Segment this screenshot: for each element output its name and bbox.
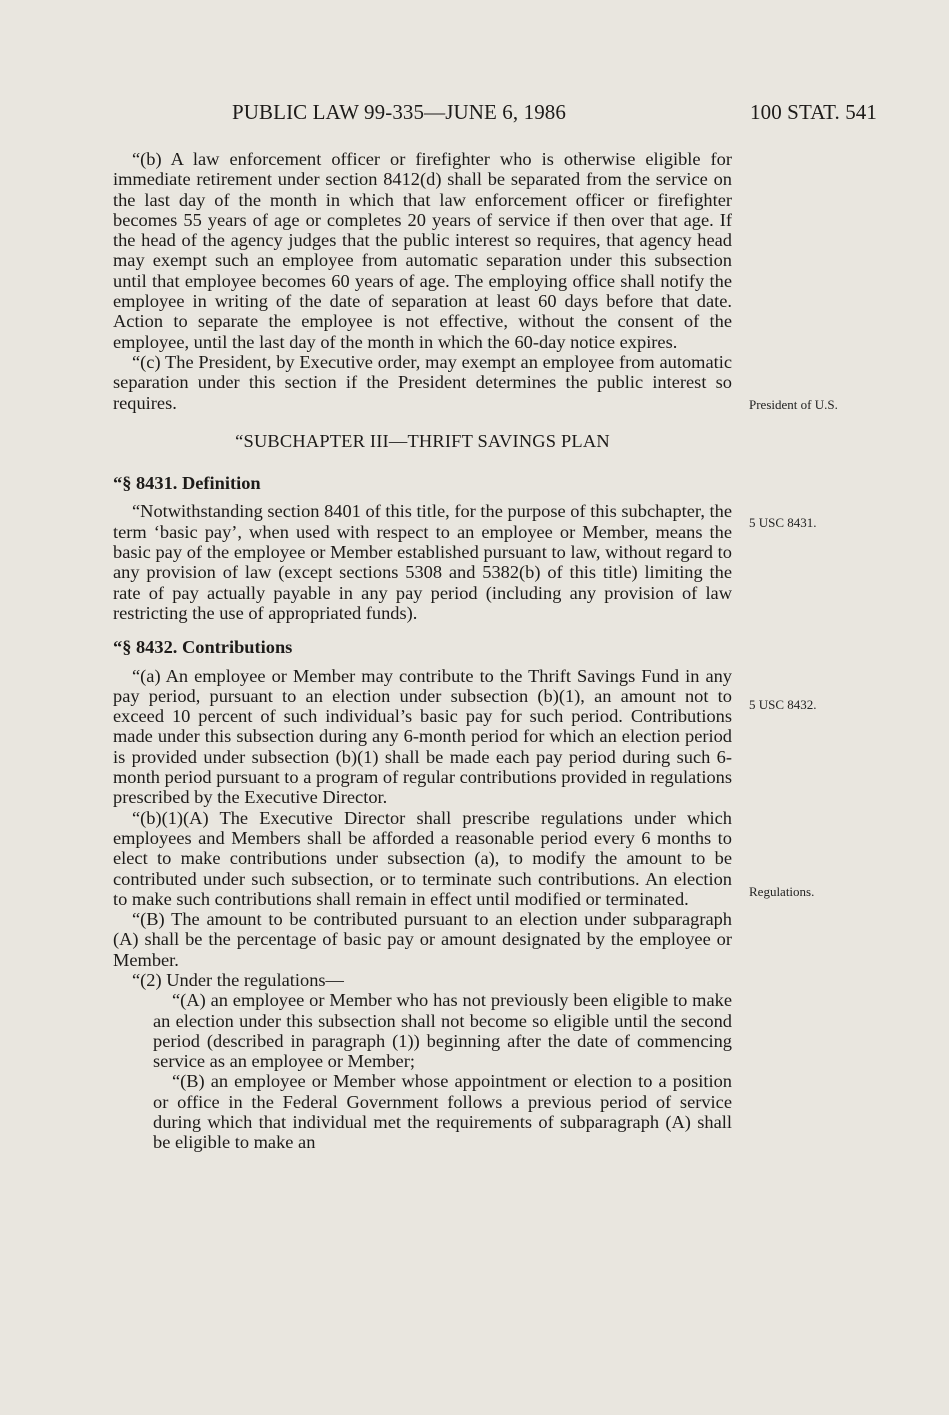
section-8432-b1a: “(b)(1)(A) The Executive Director shall prescribe regulations under which employees and Members shall be afforded a reasonable period every 6 months to elect to make contributions under subsection (a), to modify the amount to be contributed under such subsection, or to terminate such contributions. An election to make such contributions shall remain in effect until modified or terminated. <box>113 807 732 909</box>
section-8431-text: “Notwithstanding section 8401 of this title, for the purpose of this subchapter, the term ‘basic pay’, when used with respect to an employee or Member, means the basic pay of the employee or Member established pursuant to law, without regard to any provision of law (except sections 5308 and 5382(b) of this title) limiting the rate of pay actually payable in any pay period (including any provision of law restricting the use of appropriated funds). <box>113 501 732 623</box>
header-title: PUBLIC LAW 99-335—JUNE 6, 1986 <box>232 100 567 124</box>
section-8431-heading: “§ 8431. Definition <box>113 473 261 494</box>
paragraph-b: “(b) A law enforcement officer or firefighter who is otherwise eligible for immediate retirement under section 8412(d) shall be separated from the service on the last day of the month in which that law enforcement officer or firefighter becomes 55 years of age or completes 20 years of service if then over that age. If the head of the agency judges that the public interest so requires, that agency head may exempt such an employee from automatic separation under this subsection until that employee becomes 60 years of age. The employing office shall notify the employee in writing of the date of separation at least 60 days before that date. Action to separate the employee is not effective, without the consent of the employee, until the last day of the month in which the 60-day notice expires. <box>113 149 732 352</box>
section-8432-b2b: “(B) an employee or Member whose appointment or election to a position or office in the Federal Government follows a previous period of service during which that individual met the requirements of subparagraph (A) shall be eligible to make an <box>153 1071 732 1153</box>
section-8432-b2: “(2) Under the regulations— <box>132 969 344 990</box>
section-8432-a: “(a) An employee or Member may contribute to the Thrift Savings Fund in any pay period, pursuant to an election under subsection (b)(1), an amount not to exceed 10 percent of such individual’s basic pay for such period. Contributions made under this subsection during any 6-month period for which an election period is provided under subsection (b)(1) shall be made each pay period during such 6-month period pursuant to a program of regular contributions provided in regulations prescribed by the Executive Director. <box>113 665 732 808</box>
document-body <box>113 149 732 1153</box>
subchapter-heading: “SUBCHAPTER III—THRIFT SAVINGS PLAN <box>235 430 610 451</box>
section-8432-b1b: “(B) The amount to be contributed pursuant to an election under subparagraph (A) shall be the percentage of basic pay or amount designated by the employee or Member. <box>113 909 732 970</box>
margin-note-regulations: Regulations. <box>749 884 815 899</box>
margin-note-president: President of U.S. <box>749 397 838 412</box>
header-stat-citation: 100 STAT. 541 <box>750 100 877 124</box>
section-8432-b2a: “(A) an employee or Member who has not previously been eligible to make an election under this subsection shall not become so eligible until the second period (described in paragraph (1)) beginning after the date of commencing service as an employee or Member; <box>153 990 732 1072</box>
margin-note-5usc8431: 5 USC 8431. <box>749 515 817 530</box>
margin-note-5usc8432: 5 USC 8432. <box>749 697 817 712</box>
paragraph-c: “(c) The President, by Executive order, may exempt an employee from automatic separation under this section if the President determines the public interest so requires. <box>113 351 732 413</box>
section-8432-heading: “§ 8432. Contributions <box>113 637 293 658</box>
